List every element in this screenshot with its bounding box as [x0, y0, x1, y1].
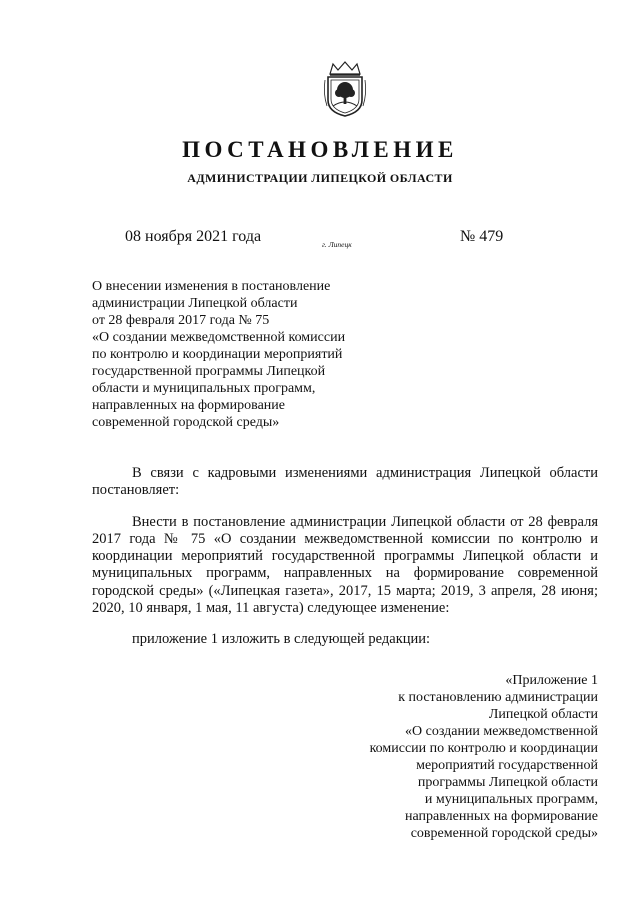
body-paragraph-amendment: Внести в постановление администрации Липецкой области от 28 февраля 2017 года № 75 «О создании межведомственной комиссии по контролю и координации мероприятий государственной программы Липецкой области и муниципальных программ, направленных на формирование современной городской среды» («Липецкая газета», 2017, 15 марта; 2019, 3 апреля, 28 июня; 2020, 10 января, 1 мая, 11 августа) следующее изменение: [92, 513, 598, 617]
heading-line: О внесении изменения в постановление [92, 279, 331, 294]
document-title: ПОСТАНОВЛЕНИЕ [182, 137, 458, 162]
document-number: № 479 [460, 228, 504, 245]
appendix-line: к постановлению администрации [398, 690, 598, 705]
document-body [92, 465, 598, 649]
document-place: г. Липецк [322, 240, 352, 249]
appendix-line: и муниципальных программ, [424, 792, 598, 807]
coat-of-arms-icon [322, 60, 368, 118]
resolution-heading [92, 278, 392, 431]
appendix-line: «Приложение 1 [505, 673, 598, 688]
heading-line: направленных на формирование [92, 398, 285, 413]
appendix-line: программы Липецкой области [417, 775, 598, 790]
appendix-line: современной городской среды» [410, 826, 598, 841]
appendix-line: Липецкой области [488, 707, 598, 722]
heading-line: администрации Липецкой области [92, 296, 298, 311]
appendix-line: мероприятий государственной [416, 758, 598, 773]
heading-line: по контролю и координации мероприятий [92, 347, 343, 362]
appendix-line: комиссии по контролю и координации [369, 741, 598, 756]
appendix-header [268, 672, 598, 842]
heading-line: государственной программы Липецкой [92, 364, 326, 379]
document-date: 08 ноября 2021 года [125, 228, 262, 245]
heading-line: «О создании межведомственной комиссии [92, 330, 346, 345]
body-paragraph-intro: В связи с кадровыми изменениями администрация Липецкой области постановляет: [92, 465, 598, 499]
appendix-line: «О создании межведомственной [405, 724, 598, 739]
appendix-line: направленных на формирование [405, 809, 598, 824]
heading-line: современной городской среды» [92, 415, 280, 430]
document-subtitle: АДМИНИСТРАЦИИ ЛИПЕЦКОЙ ОБЛАСТИ [187, 171, 453, 185]
heading-line: области и муниципальных программ, [92, 381, 316, 396]
body-paragraph-instruction: приложение 1 изложить в следующей редакции: [132, 631, 431, 648]
heading-line: от 28 февраля 2017 года № 75 [92, 313, 270, 328]
